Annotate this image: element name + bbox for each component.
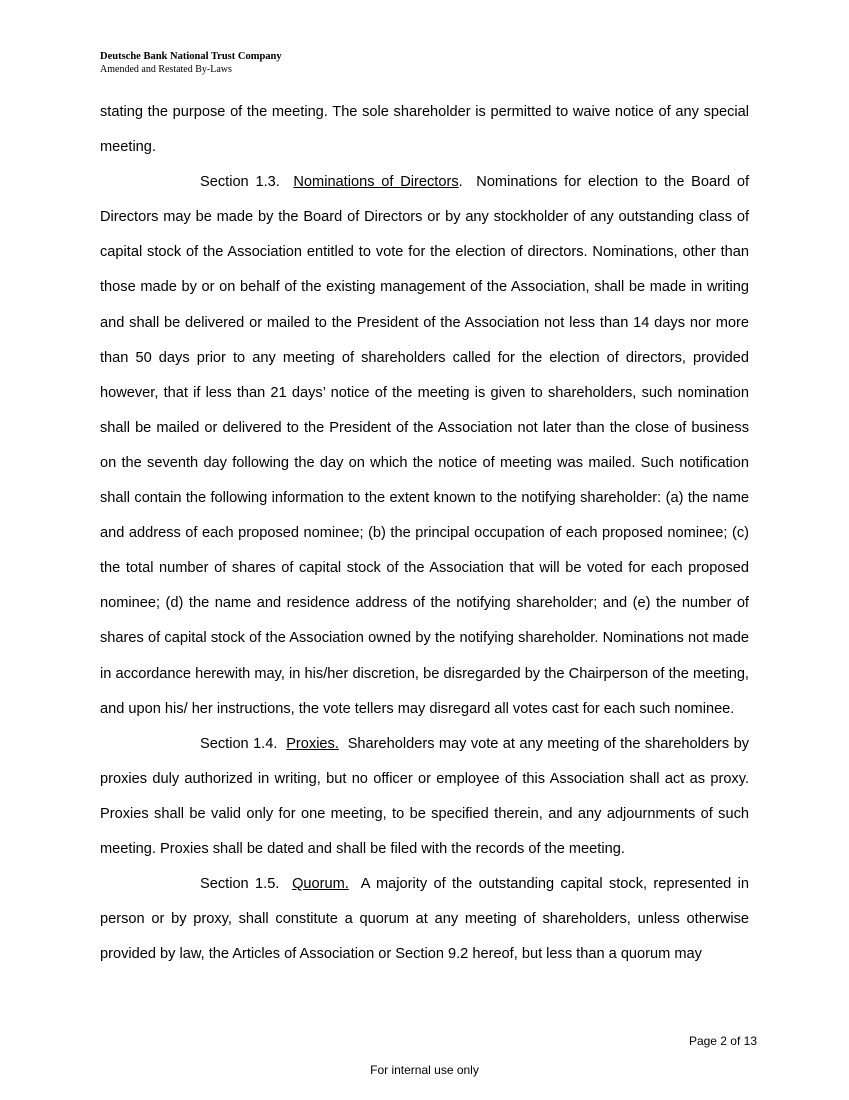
header-company-name: Deutsche Bank National Trust Company [100,51,282,62]
section-1-3: Section 1.3. Nominations of Directors. Nominations for election to the Board of Directors may be made by the Board of Directors or by any stockholder of any outstanding class of capital stock of the Association entitled to vote for the election of directors. Nominations, other than those made by or on behalf of the existing management of the Association, shall be made in writing and shall be delivered or mailed to the President of the Association not less than 14 days nor more than 50 days prior to any meeting of shareholders called for the election of directors, provided however, that if less than 21 days’ notice of the meeting is given to shareholders, such nomination shall be mailed or delivered to the President of the Association not later than the close of business on the seventh day following the day on which the notice of meeting was mailed. Such notification shall contain the following information to the extent known to the notifying shareholder: (a) the name and address of each proposed nominee; (b) the principal occupation of each proposed nominee; (c) the total number of shares of capital stock of the Association that will be voted for each proposed nominee; (d) the name and residence address of the notifying shareholder; and (e) the number of shares of capital stock of the Association owned by the notifying shareholder. Nominations not made in accordance herewith may, in his/her discretion, be disregarded by the Chairperson of the meeting, and upon his/ her instructions, the vote tellers may disregard all votes cast for each such nominee. [100,174,750,717]
section-1-4-number: Section 1.4. [200,735,278,752]
section-1-4-title: Proxies. [286,735,339,752]
section-1-4-text: Shareholders may vote at any meeting of the shareholders by proxies duly authorized in writing, but no officer or employee of this Association shall act as proxy. Proxies shall be valid only for one meeting, to be specified therein, and any adjournments of such meeting. Proxies shall be dated and shall be filed with the records of the meeting. [100,735,749,857]
section-1-5-number: Section 1.5. [200,876,280,893]
section-1-3-number: Section 1.3. [200,174,280,191]
section-1-5-text: A majority of the outstanding capital stock, represented in person or by proxy, shall constitute a quorum at any meeting of shareholders, unless otherwise provided by law, the Articles of Association or Section 9.2 hereof, but less than a quorum may [100,876,750,963]
section-1-4 [100,727,749,867]
document-body [100,95,749,972]
header-document-title: Amended and Restated By-Laws [100,64,232,75]
section-1-3-text: Nominations for election to the Board of Directors may be made by the Board of Directors or by any stockholder of any outstanding class of capital stock of the Association entitled to vote for the election of directors. Nominations, other than those made by or on behalf of the existing management of the Association, shall be made in writing and shall be delivered or mailed to the President of the Association not less than 14 days nor more than 50 days prior to any meeting of shareholders called for the election of directors, provided however, that if less than 21 days’ notice of the meeting is given to shareholders, such nomination shall be mailed or delivered to the President of the Association not later than the close of business on the seventh day following the day on which the notice of meeting was mailed. Such notification shall contain the following information to the extent known to the notifying shareholder: (a) the name and address of each proposed nominee; (b) the principal occupation of each proposed nominee; (c) the total number of shares of capital stock of the Association that will be voted for each proposed nominee; (d) the name and residence address of the notifying shareholder; and (e) the number of shares of capital stock of the Association owned by the notifying shareholder. Nominations not made in accordance herewith may, in his/her discretion, be disregarded by the Chairperson of the meeting, and upon his/ her instructions, the vote tellers may disregard all votes cast for each such nominee. [100,174,750,717]
section-1-3-title: Nominations of Directors [293,174,459,191]
section-1-5 [100,867,749,972]
footer-classification-note: For internal use only [370,1063,479,1077]
paragraph-notice-continuation: stating the purpose of the meeting. The sole shareholder is permitted to waive notice of any special meeting. [100,104,749,156]
section-1-5-title: Quorum. [292,876,349,893]
document-header [100,50,282,76]
page-number: Page 2 of 13 [688,1034,757,1048]
